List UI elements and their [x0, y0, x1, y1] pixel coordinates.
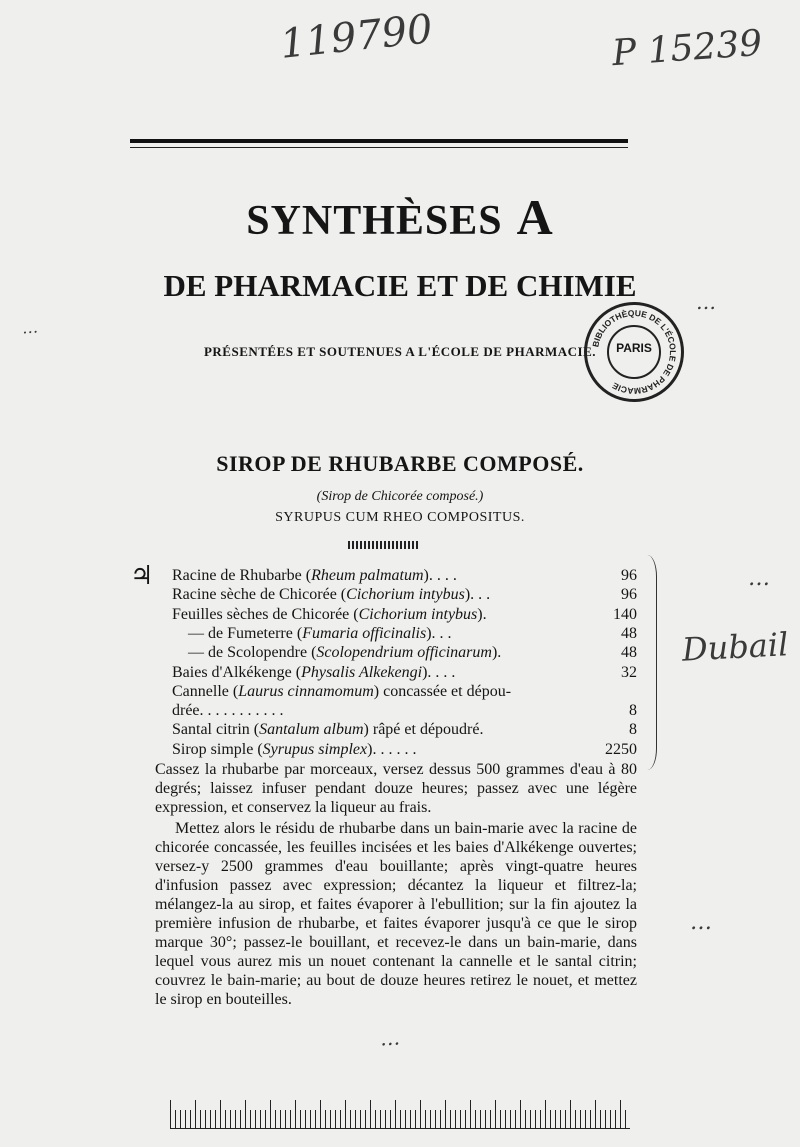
ingredient-tail: ). — [491, 644, 502, 662]
recipe-alt-name: (Sirop de Chicorée composé.) — [316, 489, 484, 504]
ingredient-tail: ). — [423, 567, 433, 584]
presentation-line: PRÉSENTÉES ET SOUTENUES A L'ÉCOLE DE PHARMACIE. — [203, 344, 597, 359]
ingredient-row — [172, 585, 637, 604]
instruction-paragraph-1: Cassez la rhubarbe par morceaux, versez dessus 500 grammes d'eau à 80 degrés; laissez infuser pendant douze heures; passez avec une légère expression, et conservez la liqueur au frais. — [155, 761, 637, 816]
ingredient-dots: . . . . . . . . . . — [203, 702, 284, 720]
ingredient-tail: ). — [367, 740, 377, 758]
ingredient-latin: Laurus cinnamomum — [238, 682, 374, 700]
margin-note-right-top: … — [696, 290, 716, 314]
scale-ruler — [170, 1098, 630, 1129]
ingredient-quantity: 48 — [621, 644, 637, 662]
ingredient-dots: . . . — [432, 567, 457, 584]
ingredient-quantity: 96 — [621, 567, 637, 584]
ingredient-text: Racine sèche de Chicorée ( — [172, 586, 347, 604]
ingredient-quantity: 140 — [613, 605, 637, 623]
ingredient-dots: . . — [435, 624, 452, 642]
stamp-ring-text: BIBLIOTHÈQUE DE L'ÉCOLE DE PHARMACIE — [590, 307, 679, 397]
ingredient-quantity: 96 — [621, 586, 637, 604]
ingredient-row — [172, 663, 637, 682]
ingredient-text: Cannelle ( — [172, 682, 239, 700]
ingredient-dots: . . — [474, 586, 491, 604]
ingredient-tail: ) râpé et dépoudré. — [363, 721, 484, 739]
bottom-note: … — [379, 1025, 401, 1051]
ingredient-quantity: 2250 — [605, 740, 637, 758]
handwritten-number-left: 119790 — [278, 6, 435, 68]
ingredient-row — [172, 605, 637, 624]
ingredient-row — [172, 566, 637, 585]
ingredient-tail: ). — [464, 586, 475, 604]
top-rule-thick — [130, 139, 628, 143]
ingredient-text: — de Fumeterre ( — [172, 624, 303, 642]
ingredient-row — [172, 682, 637, 701]
ingredient-quantity: 32 — [621, 663, 637, 681]
ingredient-latin: Santalum album — [259, 721, 364, 739]
library-stamp — [584, 302, 684, 402]
handwritten-number-right: P 15239 — [610, 22, 764, 75]
instruction-paragraph-2: Mettez alors le résidu de rhubarbe dans un bain-marie avec la racine de chicorée concassée, les feuilles incisées et les baies d'Alkékenge ouvertes; versez-y 2500 grammes d'eau bouillante; après vingt-quatre heures d'infusion passez avec expression; décantez la liqueur et filtrez-la; mélangez-la au sirop, et faites évaporer à l'ebullition; sur la fin ajoutez la première infusion de rhubarbe, et faites évaporer jusqu'à ce que le sirop marque 30°; passez-le bouillant, et recevez-le dans un bain-marie, dans lequel vous aurez mis un nouet contenant la cannelle et le santal citrin; couvrez le bain-marie; au bout de douze heures retirez le nouet, et mettez le sirop en bouteilles. — [155, 820, 637, 1008]
ingredient-latin: Physalis Alkekengi — [301, 663, 423, 681]
ingredient-tail: ) concassée et dépou- — [373, 682, 512, 700]
ingredient-row — [172, 701, 637, 720]
ingredient-latin: Cichorium intybus — [358, 605, 478, 623]
ingredient-row — [172, 624, 637, 643]
page-subtitle: DE PHARMACIE ET DE CHIMIE — [163, 268, 637, 303]
brace-mark — [638, 555, 657, 770]
ingredient-dots: . . . — [431, 663, 456, 681]
ingredient-row — [172, 740, 637, 759]
top-rule-thin — [130, 147, 628, 148]
ingredient-latin: Scolopendrium officinarum — [316, 644, 492, 662]
ingredient-quantity: 48 — [621, 624, 637, 642]
recipe-symbol-icon: ♃ — [130, 561, 154, 590]
recipe-title: SIROP DE RHUBARBE COMPOSÉ. — [216, 451, 584, 476]
ingredient-tail: ). — [426, 624, 436, 642]
stamp-center-text: PARIS — [616, 341, 652, 355]
ingredient-latin: Fumaria officinalis — [302, 624, 427, 642]
instructions — [155, 760, 637, 1009]
ingredient-row — [172, 643, 637, 662]
ingredient-row — [172, 720, 637, 739]
ingredient-text: Feuilles sèches de Chicorée ( — [172, 605, 359, 623]
margin-note-right-low: … — [690, 910, 712, 935]
ingredient-text: — de Scolopendre ( — [172, 644, 317, 662]
ingredient-tail: ). — [477, 605, 487, 623]
title-main: SYNTHÈSES — [246, 198, 503, 244]
ingredient-latin: Cichorium intybus — [346, 586, 465, 604]
ingredient-latin: Syrupus simplex — [262, 740, 368, 758]
ingredient-dots: . . . . . — [376, 740, 417, 758]
ingredient-quantity: 8 — [629, 702, 637, 720]
ingredient-quantity: 8 — [629, 721, 637, 739]
margin-note-dubail: Dubail — [681, 625, 790, 669]
ingredient-text: Santal citrin ( — [172, 721, 260, 739]
page-title — [0, 188, 800, 246]
ingredient-text: Racine de Rhubarbe ( — [172, 567, 312, 584]
ingredient-tail: ). — [422, 663, 432, 681]
margin-note-right-mid: … — [748, 566, 770, 591]
ingredient-text: Baies d'Alkékenge ( — [172, 663, 302, 681]
ingredient-text: drée. — [172, 702, 204, 720]
ingredient-latin: Rheum palmatum — [311, 567, 424, 584]
ornament-divider — [348, 541, 418, 549]
margin-note-left: … — [21, 317, 39, 338]
title-letter: A — [516, 189, 554, 245]
recipe-latin-name: SYRUPUS CUM RHEO COMPOSITUS. — [275, 510, 525, 525]
ingredient-text: Sirop simple ( — [172, 740, 263, 758]
